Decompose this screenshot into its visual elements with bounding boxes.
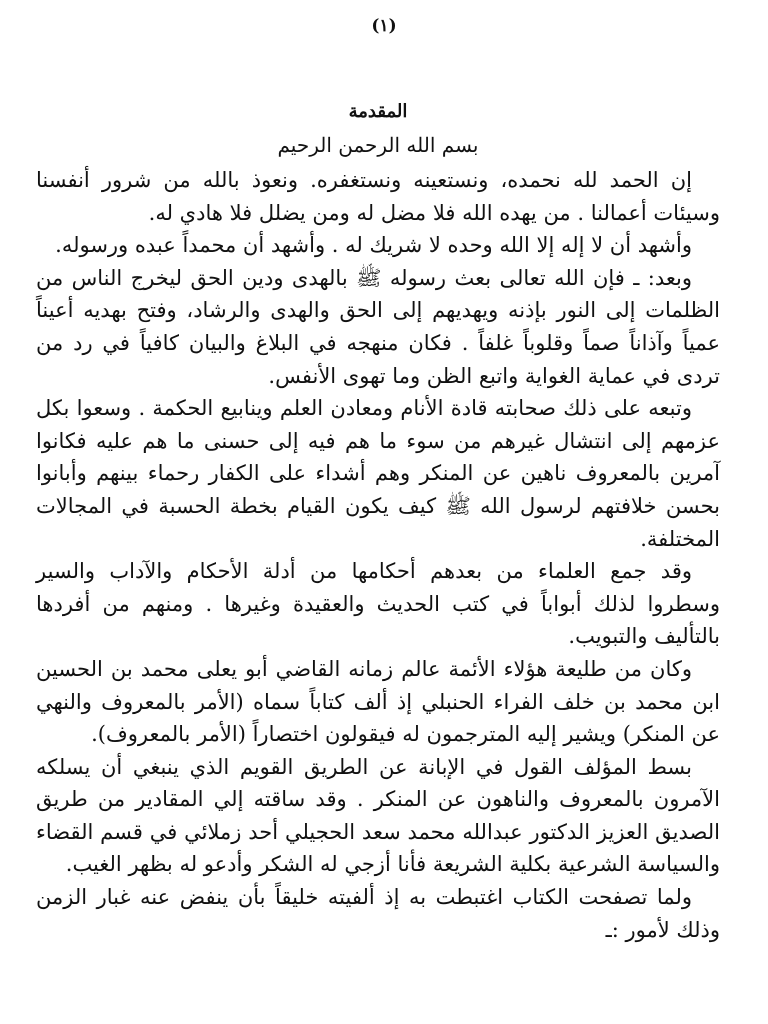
paragraph-prophet-mission: وبعد: ـ فإن الله تعالى بعث رسوله ﷺ بالهدى ودين الحق ليخرج الناس من الظلمات إلى النور بإذنه ويهديهم إلى الحق والهدى والرشاد، وفتح بهديه أعيناً عمياً وآذاناً صماً وقلوباً غلفاً . فكان منهجه في البلاغ والبيان كافياً في رد من تردى في عماية الغواية واتبع الظن وما تهوى الأنفس. bbox=[36, 265, 720, 388]
paragraph-companions: وتبعه على ذلك صحابته قادة الأنام ومعادن العلم وينابيع الحكمة . وسعوا بكل عزمهم إلى انتشال غيرهم من سوء ما هم فيه إلى حسنى ما هم عليه فكانوا آمرين بالمعروف ناهين عن المنكر وهم أشداء على الكفار رحماء بينهم وأبانوا بحسن خلافتهم لرسول الله ﷺ كيف يكون القيام بخطة الحسبة في المجالات المختلفة. bbox=[36, 396, 720, 551]
section-title: المقدمة bbox=[348, 101, 408, 122]
paragraph-scholars: وقد جمع العلماء من بعدهم أحكامها من أدلة الأحكام والآداب والسير وسطروا لذلك أبواباً في كتب الحديث والعقيدة وغيرها . ومنهم من أفردها بالتأليف والتبويب. bbox=[36, 559, 720, 649]
paragraph-testimony: وأشهد أن لا إله إلا الله وحده لا شريك له . وأشهد أن محمداً عبده ورسوله. bbox=[55, 233, 692, 258]
paragraph-praise: إن الحمد لله نحمده، ونستعينه ونستغفره. ونعوذ بالله من شرور أنفسنا وسيئات أعمالنا . من يهده الله فلا مضل له ومن يضلل فلا هادي له. bbox=[36, 168, 720, 225]
paragraph-author: وكان من طليعة هؤلاء الأئمة عالم زمانه القاضي أبو يعلى محمد بن الحسين ابن محمد بن خلف الفراء الحنبلي إذ ألف كتاباً سماه (الأمر بالمعروف والنهي عن المنكر) ويشير إليه المترجمون له فيقولون اختصاراً (الأمر بالمعروف). bbox=[36, 656, 720, 747]
document-body bbox=[36, 98, 720, 946]
page-number: (١) bbox=[371, 16, 397, 36]
paragraph-reasons-intro: ولما تصفحت الكتاب اغتبطت به إذ ألفيته خليقاً بأن ينفض عنه غبار الزمن وذلك لأمور :ـ bbox=[36, 885, 720, 942]
basmala-line: بسم الله الرحمن الرحيم bbox=[277, 133, 479, 157]
paragraph-book-origin: بسط المؤلف القول في الإبانة عن الطريق القويم الذي ينبغي أن يسلكه الآمرون بالمعروف والناهون عن المنكر . وقد ساقته إلي المقادير من طريق الصديق العزيز الدكتور عبدالله محمد سعد الحجيلي أحد زملائي في قسم القضاء والسياسة الشرعية بكلية الشريعة فأنا أزجي له الشكر وأدعو له بظهر الغيب. bbox=[36, 754, 720, 877]
